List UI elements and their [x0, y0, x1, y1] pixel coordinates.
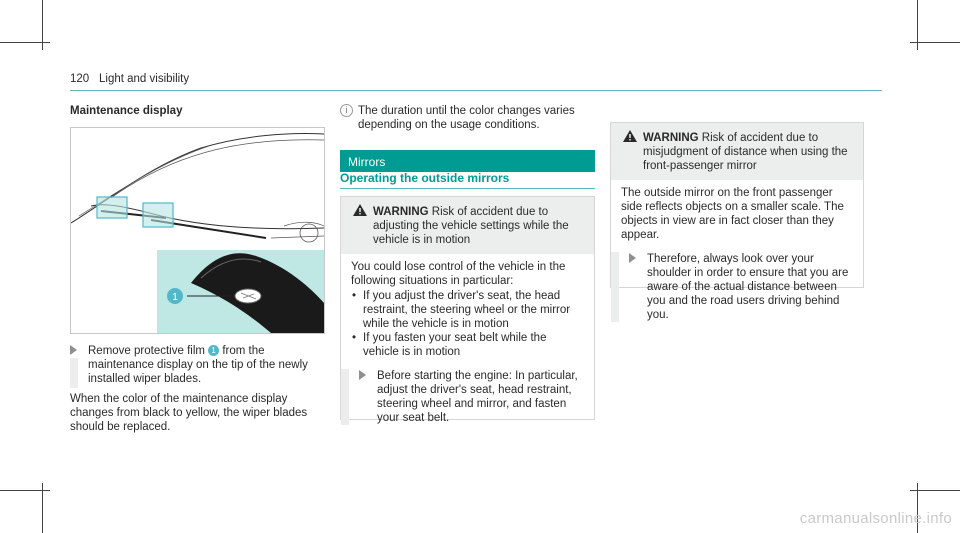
mirrors-section-bar: Mirrors — [340, 150, 595, 172]
maintenance-display-heading: Maintenance display — [70, 105, 183, 117]
figure-callout-1: 1 — [172, 292, 178, 303]
warning-intro: You could lose control of the vehicle in the following situations in particular: — [351, 261, 566, 287]
warning-title: Risk of accident due to adjusting the vehicle settings while the vehicle is in motion — [373, 206, 569, 246]
warning-triangle-icon — [623, 130, 637, 142]
warning-label: WARNING — [643, 132, 699, 144]
callout-1-icon: 1 — [208, 345, 219, 356]
subheading-divider — [340, 188, 595, 189]
warning-title: Risk of accident due to misjudgment of distance when using the front-passenger mirror — [643, 132, 848, 172]
crop-mark — [0, 42, 50, 43]
warning-label: WARNING — [373, 206, 429, 218]
warning-header — [611, 123, 863, 180]
info-icon: i — [340, 104, 353, 117]
crop-mark — [0, 490, 50, 491]
warning-body — [611, 180, 863, 330]
step-text: Before starting the engine: In particular, adjust the driver's seat, head restraint, steering wheel and mirror, and fasten your seat belt. — [377, 370, 578, 424]
warning-description: The outside mirror on the front passenger side reflects objects on a smaller scale. The objects in view are in fact closer than they appear. — [621, 187, 844, 241]
watermark: carmanualsonline.info — [799, 510, 952, 527]
outside-mirrors-heading: Operating the outside mirrors — [340, 171, 510, 185]
section-title: Light and visibility — [99, 73, 190, 85]
warning-box-motion — [340, 196, 595, 424]
crop-mark — [910, 42, 960, 43]
warning-triangle-icon — [353, 204, 367, 216]
step-box — [341, 369, 584, 425]
step-text: Therefore, always look over your shoulder in order to ensure that you are aware of the actual distance between you and the road users driving behind you. — [647, 253, 849, 321]
info-note — [340, 104, 585, 132]
warning-body — [341, 254, 594, 433]
step-arrow-icon — [359, 370, 366, 380]
header-divider — [70, 90, 882, 91]
windshield-drawing — [71, 128, 324, 333]
step-before-starting — [359, 369, 584, 425]
step-box — [611, 252, 853, 322]
list-item: • If you adjust the driver's seat, the head restraint, the steering wheel or the mirror while the vehicle is in motion — [351, 289, 584, 331]
list-item: • If you fasten your seat belt while the vehicle is in motion — [351, 331, 584, 359]
left-steps — [70, 344, 330, 434]
step-text-start: Remove protective film — [88, 345, 209, 357]
step-remove-film — [70, 344, 330, 386]
wiper-replace-paragraph: When the color of the maintenance display changes from black to yellow, the wiper blades should be replaced. — [70, 393, 308, 433]
step-arrow-icon — [629, 253, 636, 263]
step-box — [70, 344, 330, 386]
page-number: 120 — [70, 73, 90, 85]
wiper-illustration — [70, 127, 325, 334]
step-look-over-shoulder — [629, 252, 853, 322]
step-sidebar — [70, 358, 78, 388]
warning-header — [341, 197, 594, 254]
warning-box-mirror — [610, 122, 864, 321]
step-text-end: from the maintenance display on the tip of the newly installed wiper blades. — [88, 345, 308, 385]
crop-mark — [910, 490, 960, 491]
step-arrow-icon — [70, 345, 77, 355]
info-note-text: The duration until the color changes varies depending on the usage conditions. — [358, 105, 575, 131]
